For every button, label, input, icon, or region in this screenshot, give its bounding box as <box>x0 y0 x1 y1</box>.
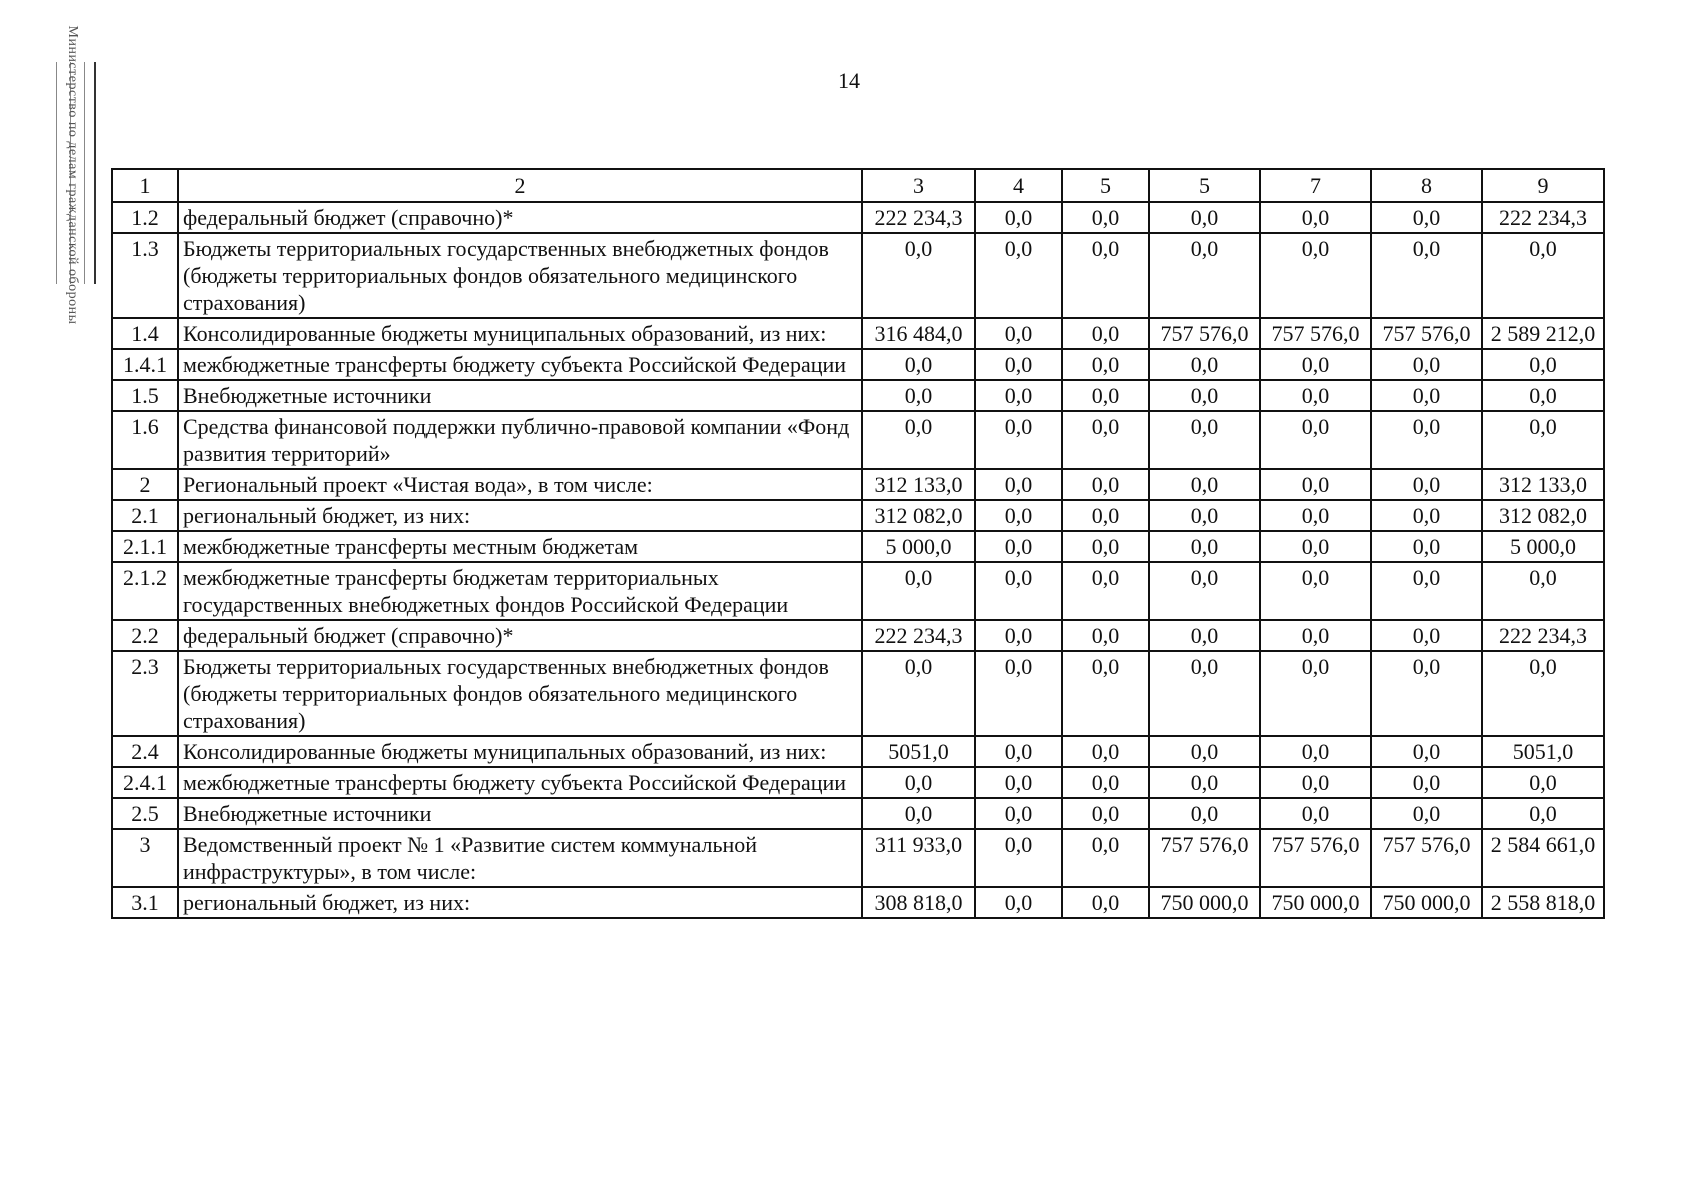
row-number-cell: 1.3 <box>112 233 178 318</box>
value-cell: 0,0 <box>975 531 1062 562</box>
value-cell: 0,0 <box>975 349 1062 380</box>
table-row <box>112 469 1604 500</box>
value-cell: 0,0 <box>1062 469 1149 500</box>
value-cell: 0,0 <box>1482 562 1604 620</box>
value-cell: 0,0 <box>1371 651 1482 736</box>
value-cell: 2 589 212,0 <box>1482 318 1604 349</box>
value-cell: 0,0 <box>1482 380 1604 411</box>
value-cell: 757 576,0 <box>1371 829 1482 887</box>
row-name-cell: межбюджетные трансферты бюджету субъекта Российской Федерации <box>178 767 862 798</box>
value-cell: 0,0 <box>1260 736 1371 767</box>
value-cell: 5 000,0 <box>1482 531 1604 562</box>
value-cell: 0,0 <box>1371 469 1482 500</box>
value-cell: 0,0 <box>1482 767 1604 798</box>
table-row <box>112 829 1604 887</box>
value-cell: 757 576,0 <box>1149 318 1260 349</box>
header-cell: 7 <box>1260 169 1371 202</box>
header-cell: 2 <box>178 169 862 202</box>
value-cell: 0,0 <box>1371 411 1482 469</box>
row-number-cell: 2.1 <box>112 500 178 531</box>
row-number-cell: 1.6 <box>112 411 178 469</box>
row-name-cell: Бюджеты территориальных государственных внебюджетных фондов (бюджеты территориальных фондов обязательного медицинского страхования) <box>178 651 862 736</box>
value-cell: 757 576,0 <box>1260 318 1371 349</box>
value-cell: 0,0 <box>1062 887 1149 918</box>
value-cell: 0,0 <box>1371 798 1482 829</box>
value-cell: 0,0 <box>1260 469 1371 500</box>
value-cell: 0,0 <box>1062 562 1149 620</box>
header-cell: 4 <box>975 169 1062 202</box>
value-cell: 0,0 <box>1371 562 1482 620</box>
value-cell: 0,0 <box>1371 233 1482 318</box>
value-cell: 757 576,0 <box>1371 318 1482 349</box>
value-cell: 0,0 <box>1371 736 1482 767</box>
value-cell: 0,0 <box>1260 202 1371 233</box>
value-cell: 0,0 <box>1062 829 1149 887</box>
value-cell: 0,0 <box>1482 233 1604 318</box>
value-cell: 0,0 <box>1062 349 1149 380</box>
row-name-cell: Ведомственный проект № 1 «Развитие систем коммунальной инфраструктуры», в том числе: <box>178 829 862 887</box>
row-name-cell: Консолидированные бюджеты муниципальных образований, из них: <box>178 318 862 349</box>
value-cell: 750 000,0 <box>1260 887 1371 918</box>
value-cell: 0,0 <box>1062 202 1149 233</box>
row-number-cell: 2.1.2 <box>112 562 178 620</box>
row-number-cell: 2.4.1 <box>112 767 178 798</box>
row-number-cell: 1.4 <box>112 318 178 349</box>
value-cell: 0,0 <box>1482 651 1604 736</box>
table-row <box>112 736 1604 767</box>
page-number: 14 <box>838 68 860 93</box>
value-cell: 757 576,0 <box>1260 829 1371 887</box>
row-number-cell: 2.5 <box>112 798 178 829</box>
row-number-cell: 2.2 <box>112 620 178 651</box>
table-row <box>112 767 1604 798</box>
value-cell: 0,0 <box>1260 411 1371 469</box>
value-cell: 0,0 <box>1260 380 1371 411</box>
value-cell: 0,0 <box>1260 233 1371 318</box>
row-number-cell: 3 <box>112 829 178 887</box>
row-name-cell: Внебюджетные источники <box>178 798 862 829</box>
value-cell: 0,0 <box>1371 202 1482 233</box>
table-row <box>112 887 1604 918</box>
value-cell: 0,0 <box>975 318 1062 349</box>
budget-table <box>111 168 1605 919</box>
value-cell: 0,0 <box>1482 349 1604 380</box>
value-cell: 312 082,0 <box>1482 500 1604 531</box>
value-cell: 0,0 <box>975 500 1062 531</box>
row-name-cell: региональный бюджет, из них: <box>178 500 862 531</box>
row-name-cell: межбюджетные трансферты бюджетам территориальных государственных внебюджетных фондов Российской Федерации <box>178 562 862 620</box>
value-cell: 222 234,3 <box>862 202 975 233</box>
table-row <box>112 531 1604 562</box>
value-cell: 0,0 <box>1260 562 1371 620</box>
header-cell: 9 <box>1482 169 1604 202</box>
value-cell: 0,0 <box>1371 380 1482 411</box>
value-cell: 0,0 <box>1062 500 1149 531</box>
row-number-cell: 1.2 <box>112 202 178 233</box>
value-cell: 308 818,0 <box>862 887 975 918</box>
value-cell: 312 133,0 <box>1482 469 1604 500</box>
value-cell: 0,0 <box>862 651 975 736</box>
value-cell: 0,0 <box>862 380 975 411</box>
value-cell: 0,0 <box>1062 411 1149 469</box>
value-cell: 0,0 <box>1062 531 1149 562</box>
value-cell: 0,0 <box>1260 798 1371 829</box>
value-cell: 0,0 <box>1062 798 1149 829</box>
row-name-cell: федеральный бюджет (справочно)* <box>178 202 862 233</box>
value-cell: 0,0 <box>1260 767 1371 798</box>
value-cell: 750 000,0 <box>1149 887 1260 918</box>
side-stamp-text: Министерство по делам гражданской обороны <box>65 25 80 325</box>
value-cell: 0,0 <box>1260 651 1371 736</box>
table-row <box>112 349 1604 380</box>
value-cell: 222 234,3 <box>1482 202 1604 233</box>
value-cell: 222 234,3 <box>1482 620 1604 651</box>
table-row <box>112 380 1604 411</box>
value-cell: 0,0 <box>1260 500 1371 531</box>
value-cell: 0,0 <box>975 736 1062 767</box>
table-row <box>112 620 1604 651</box>
value-cell: 5 000,0 <box>862 531 975 562</box>
row-name-cell: федеральный бюджет (справочно)* <box>178 620 862 651</box>
value-cell: 0,0 <box>1062 380 1149 411</box>
value-cell: 5051,0 <box>1482 736 1604 767</box>
value-cell: 0,0 <box>1371 349 1482 380</box>
value-cell: 0,0 <box>1149 202 1260 233</box>
value-cell: 2 584 661,0 <box>1482 829 1604 887</box>
row-name-cell: межбюджетные трансферты бюджету субъекта Российской Федерации <box>178 349 862 380</box>
value-cell: 0,0 <box>1149 233 1260 318</box>
row-name-cell: Консолидированные бюджеты муниципальных образований, из них: <box>178 736 862 767</box>
value-cell: 0,0 <box>1149 500 1260 531</box>
value-cell: 750 000,0 <box>1371 887 1482 918</box>
value-cell: 0,0 <box>975 829 1062 887</box>
table-row <box>112 233 1604 318</box>
row-name-cell: Региональный проект «Чистая вода», в том числе: <box>178 469 862 500</box>
value-cell: 0,0 <box>975 887 1062 918</box>
budget-table-body <box>112 169 1604 918</box>
value-cell: 0,0 <box>1371 500 1482 531</box>
row-number-cell: 2 <box>112 469 178 500</box>
value-cell: 0,0 <box>975 233 1062 318</box>
table-row <box>112 798 1604 829</box>
header-cell: 3 <box>862 169 975 202</box>
value-cell: 0,0 <box>862 411 975 469</box>
value-cell: 0,0 <box>1371 767 1482 798</box>
value-cell: 0,0 <box>1260 531 1371 562</box>
value-cell: 0,0 <box>862 798 975 829</box>
value-cell: 757 576,0 <box>1149 829 1260 887</box>
value-cell: 0,0 <box>1149 798 1260 829</box>
value-cell: 0,0 <box>1062 620 1149 651</box>
row-number-cell: 3.1 <box>112 887 178 918</box>
value-cell: 0,0 <box>1062 318 1149 349</box>
value-cell: 0,0 <box>1062 767 1149 798</box>
value-cell: 0,0 <box>1149 562 1260 620</box>
value-cell: 0,0 <box>1062 736 1149 767</box>
value-cell: 0,0 <box>1062 651 1149 736</box>
value-cell: 0,0 <box>1062 233 1149 318</box>
value-cell: 311 933,0 <box>862 829 975 887</box>
value-cell: 222 234,3 <box>862 620 975 651</box>
table-row <box>112 318 1604 349</box>
value-cell: 0,0 <box>1149 736 1260 767</box>
value-cell: 0,0 <box>1149 531 1260 562</box>
value-cell: 0,0 <box>1482 411 1604 469</box>
value-cell: 0,0 <box>1371 531 1482 562</box>
value-cell: 0,0 <box>1482 798 1604 829</box>
table-row <box>112 202 1604 233</box>
value-cell: 0,0 <box>862 349 975 380</box>
value-cell: 0,0 <box>862 767 975 798</box>
value-cell: 0,0 <box>862 562 975 620</box>
row-number-cell: 2.1.1 <box>112 531 178 562</box>
value-cell: 0,0 <box>1260 620 1371 651</box>
value-cell: 0,0 <box>975 469 1062 500</box>
table-row <box>112 411 1604 469</box>
value-cell: 0,0 <box>1149 411 1260 469</box>
value-cell: 0,0 <box>1149 349 1260 380</box>
value-cell: 0,0 <box>1149 380 1260 411</box>
row-name-cell: межбюджетные трансферты местным бюджетам <box>178 531 862 562</box>
header-cell: 1 <box>112 169 178 202</box>
table-row <box>112 562 1604 620</box>
value-cell: 0,0 <box>975 651 1062 736</box>
row-name-cell: Внебюджетные источники <box>178 380 862 411</box>
table-header-row <box>112 169 1604 202</box>
header-cell: 8 <box>1371 169 1482 202</box>
value-cell: 0,0 <box>975 798 1062 829</box>
value-cell: 0,0 <box>975 380 1062 411</box>
value-cell: 0,0 <box>1371 620 1482 651</box>
table-row <box>112 651 1604 736</box>
value-cell: 0,0 <box>1149 651 1260 736</box>
row-number-cell: 2.4 <box>112 736 178 767</box>
value-cell: 0,0 <box>1149 469 1260 500</box>
value-cell: 316 484,0 <box>862 318 975 349</box>
row-name-cell: Средства финансовой поддержки публично-правовой компании «Фонд развития территорий» <box>178 411 862 469</box>
value-cell: 2 558 818,0 <box>1482 887 1604 918</box>
row-number-cell: 2.3 <box>112 651 178 736</box>
value-cell: 0,0 <box>975 411 1062 469</box>
value-cell: 0,0 <box>1260 349 1371 380</box>
row-name-cell: региональный бюджет, из них: <box>178 887 862 918</box>
row-name-cell: Бюджеты территориальных государственных внебюджетных фондов (бюджеты территориальных фондов обязательного медицинского страхования) <box>178 233 862 318</box>
value-cell: 0,0 <box>975 767 1062 798</box>
value-cell: 0,0 <box>975 202 1062 233</box>
value-cell: 312 082,0 <box>862 500 975 531</box>
value-cell: 0,0 <box>975 562 1062 620</box>
value-cell: 312 133,0 <box>862 469 975 500</box>
row-number-cell: 1.4.1 <box>112 349 178 380</box>
value-cell: 0,0 <box>1149 620 1260 651</box>
header-cell: 5 <box>1149 169 1260 202</box>
value-cell: 0,0 <box>975 620 1062 651</box>
value-cell: 0,0 <box>1149 767 1260 798</box>
value-cell: 0,0 <box>862 233 975 318</box>
header-cell: 5 <box>1062 169 1149 202</box>
value-cell: 5051,0 <box>862 736 975 767</box>
row-number-cell: 1.5 <box>112 380 178 411</box>
table-row <box>112 500 1604 531</box>
